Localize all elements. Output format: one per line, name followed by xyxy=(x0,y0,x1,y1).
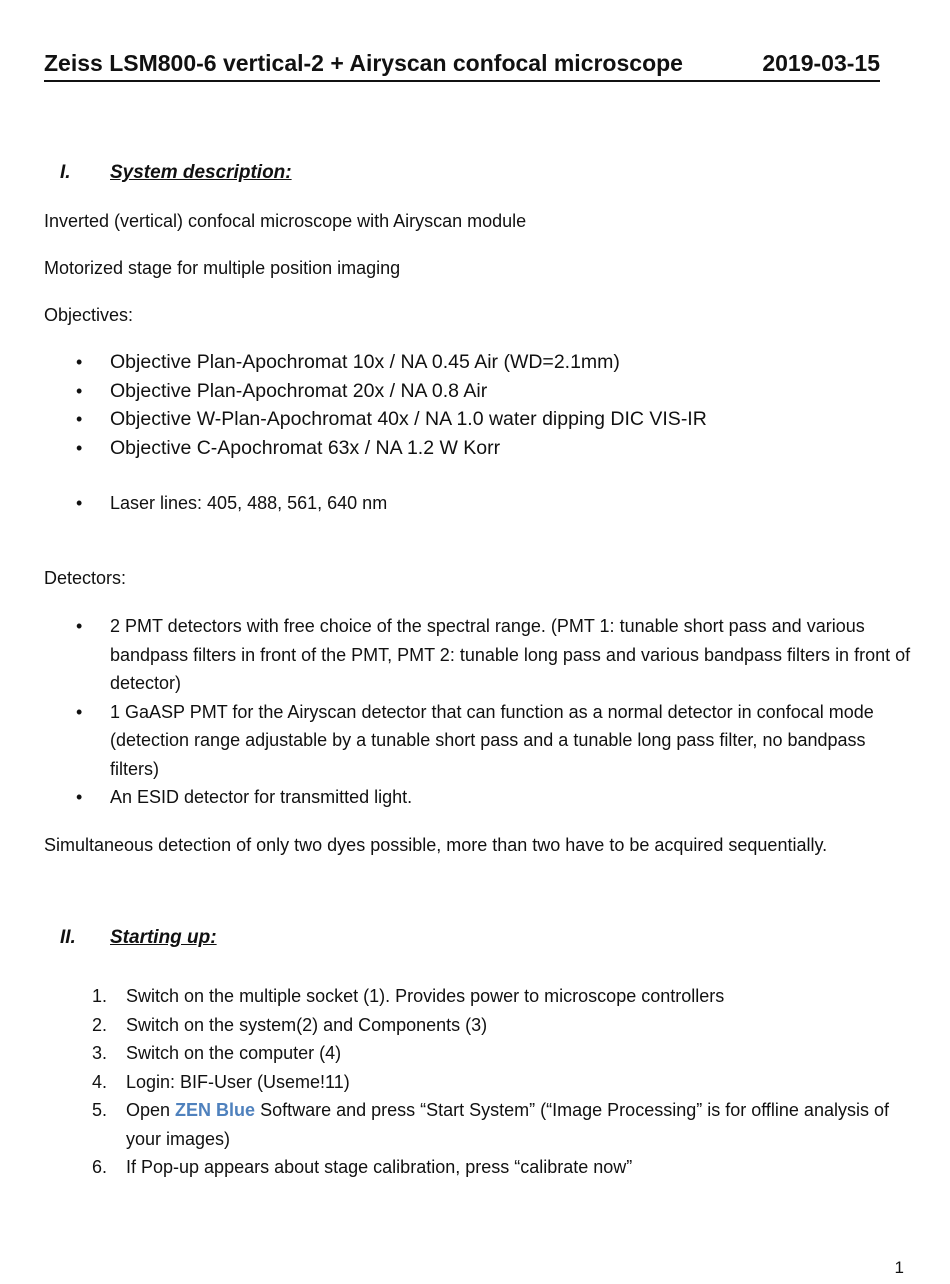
objective-text: Objective C-Apochromat 63x / NA 1.2 W Korr xyxy=(110,436,501,459)
startup-steps-list xyxy=(44,982,914,1182)
step-number: 5. xyxy=(92,1100,108,1120)
step-text: If Pop-up appears about stage calibration, press “calibrate now” xyxy=(126,1157,633,1177)
section-heading-starting-up xyxy=(60,927,217,949)
objective-text: Objective Plan-Apochromat 10x / NA 0.45 Air (WD=2.1mm) xyxy=(110,351,620,373)
step-number: 4. xyxy=(92,1071,108,1092)
section-number: II. xyxy=(60,927,76,948)
bullet-icon: • xyxy=(76,380,83,401)
detectors-label: Detectors: xyxy=(44,568,127,588)
section-heading-system-description xyxy=(60,162,292,184)
step-number: 3. xyxy=(92,1043,108,1063)
section-title: System description: xyxy=(110,162,292,183)
section-number: I. xyxy=(60,162,71,183)
list-item xyxy=(44,1153,914,1182)
document-title: Zeiss LSM800-6 vertical-2 + Airyscan confocal microscope xyxy=(44,50,683,76)
list-item xyxy=(44,377,914,406)
section-title: Starting up: xyxy=(110,927,217,948)
list-item xyxy=(44,434,914,463)
document-header xyxy=(44,48,880,82)
step-text: Switch on the multiple socket (1). Provides power to microscope controllers xyxy=(126,986,725,1006)
step-number: 1. xyxy=(92,986,108,1006)
bullet-icon: • xyxy=(76,787,83,807)
list-item xyxy=(44,348,914,377)
bullet-icon: • xyxy=(76,616,83,636)
list-item xyxy=(44,612,914,698)
step-number: 6. xyxy=(92,1157,108,1177)
zen-blue-highlight: ZEN Blue xyxy=(175,1100,256,1120)
step-text: Switch on the computer (4) xyxy=(126,1043,342,1063)
bullet-icon: • xyxy=(76,701,83,722)
list-item xyxy=(44,489,914,518)
list-item xyxy=(44,698,914,784)
objectives-label: Objectives: xyxy=(44,305,134,325)
laser-lines-text: Laser lines: 405, 488, 561, 640 nm xyxy=(110,493,388,513)
bullet-icon: • xyxy=(76,493,83,513)
step-text: Switch on the system(2) and Components (3) xyxy=(126,1014,488,1035)
bullet-icon: • xyxy=(76,409,83,429)
step-text: Login: BIF-User (Useme!11) xyxy=(126,1071,350,1092)
list-item xyxy=(44,1096,914,1153)
detectors-list xyxy=(44,612,914,812)
detector-text: An ESID detector for transmitted light. xyxy=(110,787,413,807)
list-item xyxy=(44,783,914,812)
bullet-icon: • xyxy=(76,352,83,372)
system-intro-paragraph: Inverted (vertical) confocal microscope with Airyscan module xyxy=(44,211,527,231)
detector-text: 2 PMT detectors with free choice of the spectral range. (PMT 1: tunable short pass and various bandpass filters in front of the PMT, PMT 2: tunable long pass and various bandpass filters in front of detector) xyxy=(110,616,911,693)
objective-text: Objective Plan-Apochromat 20x / NA 0.8 Air xyxy=(110,379,488,402)
list-item xyxy=(44,982,914,1011)
step-text-pre: Open xyxy=(126,1100,176,1120)
document-date: 2019-03-15 xyxy=(762,50,880,76)
page-number: 1 xyxy=(894,1258,904,1277)
bullet-icon: • xyxy=(76,437,83,458)
detector-text: 1 GaASP PMT for the Airyscan detector that can function as a normal detector in confocal mode (detection range adjustable by a tunable short pass and a tunable long pass filter, no bandpass filters) xyxy=(110,701,874,779)
stage-paragraph: Motorized stage for multiple position imaging xyxy=(44,258,401,278)
list-item xyxy=(44,1039,914,1068)
step-number: 2. xyxy=(92,1014,108,1035)
step-text-post: Software and press “Start System” (“Image Processing” is for offline analysis of your images) xyxy=(126,1100,889,1149)
list-item xyxy=(44,1068,914,1097)
objectives-list xyxy=(44,348,914,462)
laser-lines-list xyxy=(44,489,914,518)
list-item xyxy=(44,1011,914,1040)
list-item xyxy=(44,405,914,434)
objective-text: Objective W-Plan-Apochromat 40x / NA 1.0 water dipping DIC VIS-IR xyxy=(110,408,707,430)
simultaneous-detection-paragraph: Simultaneous detection of only two dyes possible, more than two have to be acquired sequentially. xyxy=(44,835,828,855)
